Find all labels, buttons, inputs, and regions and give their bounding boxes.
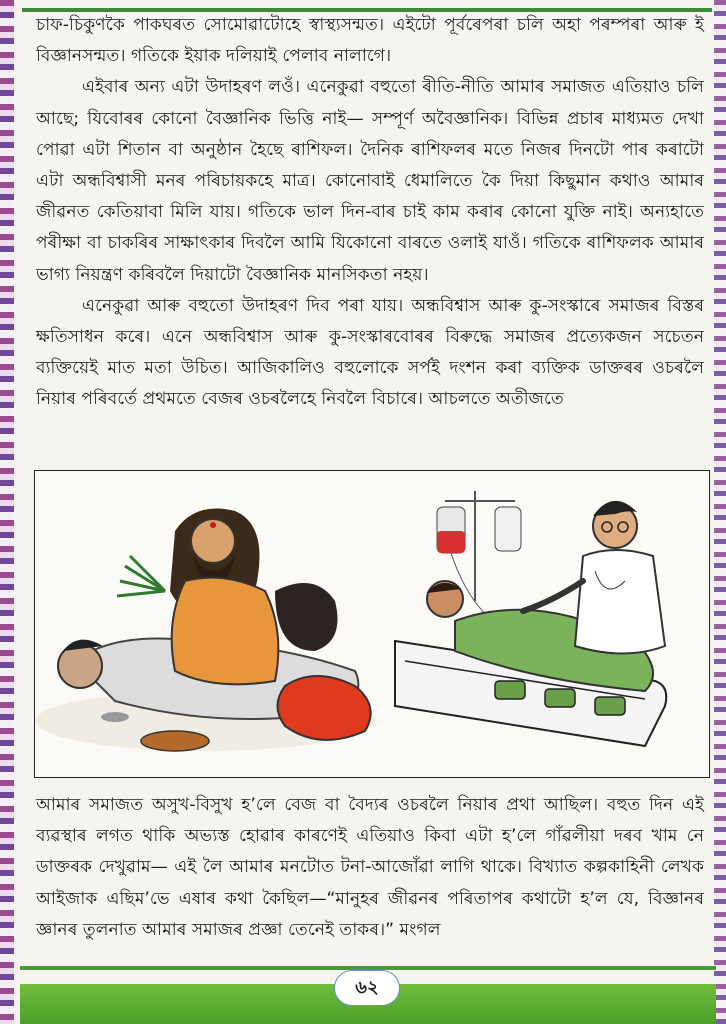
doctor-scene (395, 491, 666, 746)
illustration-healer-vs-doctor (34, 470, 710, 778)
paragraph-3: এনেকুৱা আৰু বহুতো উদাহৰণ দিব পৰা যায়। অন্ধবিশ্বাস আৰু কু-সংস্কাৰে সমাজৰ বিস্তৰ ক্ষতিসাধন কৰে। এনে অন্ধবিশ্বাস আৰু কু-সংস্কাৰবোৰৰ বিৰুদ্ধে সমাজৰ প্ৰত্যেকজন সচেতন ব্যক্তিয়েই মাত মতা উচিত। আজিকালিও বহুলোকে সৰ্পই দংশন কৰা ব্যক্তিক ডাক্তৰৰ ওচৰলৈ নিয়াৰ পৰিবৰ্তে প্ৰথমতে বেজৰ ওচৰলৈহে নিবলৈ বিচাৰে। আচলতে অতীজতে (36, 295, 704, 410)
left-decorative-border (0, 0, 14, 1024)
paragraph-4: আমাৰ সমাজত অসুখ-বিসুখ হ’লে বেজ বা বৈদ্যৰ ওচৰলৈ নিয়াৰ প্ৰথা আছিল। বহুত দিন এই ব্যৱস্থাৰ লগত থাকি অভ্যস্ত হোৱাৰ কাৰণেই এতিয়াও কিবা এটা হ’লে গাঁৱলীয়া দৰব খাম নে ডাক্তৰক দেখুৱাম— এই লৈ আমাৰ মনটোত টনা-আজোঁৱা লাগি থাকে। বিখ্যাত কল্পকাহিনী লেখক আইজাক এছিম’ভে এষাৰ কথা কৈছিল—“মানুহৰ জীৱনৰ পৰিতাপৰ কথাটো হ’ল যে, বিজ্ঞানৰ জ্ঞানৰ তুলনাত আমাৰ সমাজৰ প্ৰজ্ঞা তেনেই তাকৰ।” মংগল (36, 795, 704, 940)
page-number: ৬২ (334, 970, 400, 1006)
page-footer (14, 966, 716, 1024)
paragraph-2: এইবাৰ অন্য এটা উদাহৰণ লওঁ। এনেকুৱা বহুতো ৰীতি-নীতি আমাৰ সমাজত এতিয়াও চলি আছে; যিবোৰৰ কোনো বৈজ্ঞানিক ভিত্তি নাই— সম্পূৰ্ণ অবৈজ্ঞানিক। বিভিন্ন প্ৰচাৰ মাধ্যমত দেখা পোৱা এটা শিতান বা অনুষ্ঠান হৈছে ৰাশিফল। দৈনিক ৰাশিফলৰ মতে নিজৰ দিনটো পাৰ কৰাটো এটা অন্ধবিশ্বাসী মনৰ পৰিচায়কহে মাত্ৰ। কোনোবাই ধেমালিতে কৈ দিয়া কিছুমান কথাও আমাৰ জীৱনত কেতিয়াবা মিলি যায়। গতিকে ভাল দিন-বাৰ চাই কাম কৰাৰ কোনো যুক্তি নাই। অন্যহাতে পৰীক্ষা বা চাকৰিৰ সাক্ষাৎকাৰ দিবলৈ আমি যিকোনো বাৰতে ওলাই যাওঁ। গতিকে ৰাশিফলক আমাৰ ভাগ্য নিয়ন্ত্ৰণ কৰিবলৈ দিয়াটো বৈজ্ঞানিক মানসিকতা নহয়। (36, 77, 704, 285)
paragraph-1: চাফ-চিকুণকৈ পাকঘৰত সোমোৱাটোহে স্বাস্থ্যসন্মত। এইটো পূৰ্বৰেপৰা চলি অহা পৰম্পৰা আৰু ই বিজ্ঞানসন্মত। গতিকে ইয়াক দলিয়াই পেলাব নালাগে। (36, 15, 704, 67)
body-text-bottom (36, 790, 704, 946)
healer-scene (35, 509, 375, 752)
right-decorative-border (714, 0, 726, 1024)
body-text-top (36, 10, 704, 416)
